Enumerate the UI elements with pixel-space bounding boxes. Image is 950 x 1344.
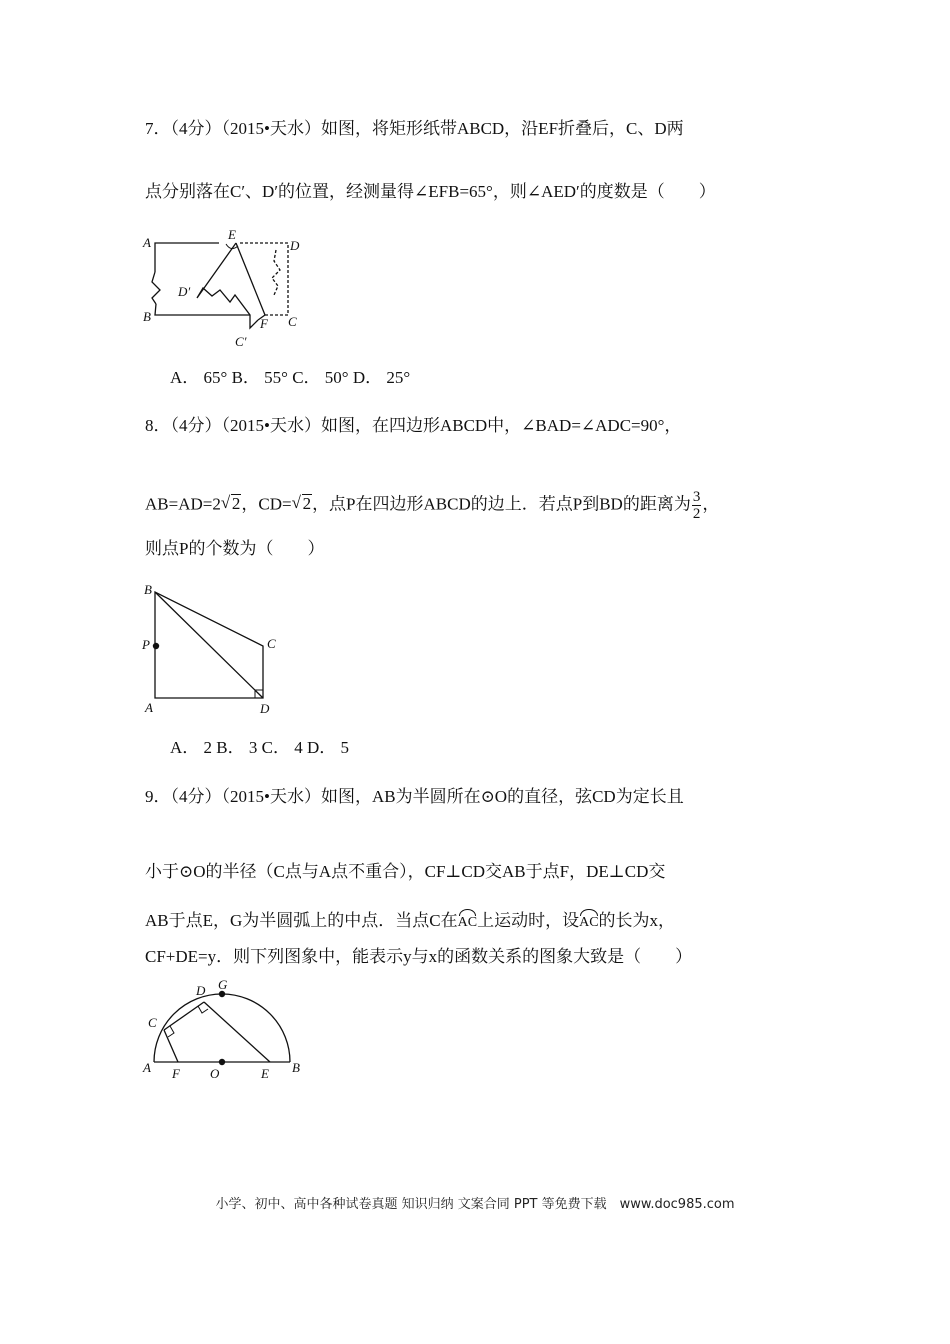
q7-label-a: A [143,235,151,250]
q9-arc-ac-1: AC [458,909,477,934]
q7-tear-left [152,272,160,304]
q9-label-o: O [210,1066,220,1081]
q7-line-1: 7．（4分）（2015•天水）如图，将矩形纸带ABCD，沿EF折叠后，C、D两 [145,119,684,138]
q9-semicircle-arc [154,994,290,1062]
q9-label-d: D [196,983,206,998]
q7-label-d: D [290,238,300,253]
q8-fraction: $\frac{3}{2}$ [692,489,701,522]
q7-figure [140,228,310,356]
q7-label-e: E [228,228,236,242]
q9-label-g: G [218,978,228,992]
q8-point-p [153,643,159,649]
q8-label-b: B [144,582,152,597]
q8-line-2-part-c: ，点P在四边形ABCD的边上．若点P到BD的距离为 [312,494,691,514]
q9-line-3-part-b: 上运动时，设 [477,911,580,930]
q9-line-3-part-a: AB于点E，G为半圆弧上的中点．当点C在 [145,911,458,930]
q9-line-3 [145,909,675,934]
q8-sqrt-cd: √ 2 [291,493,312,514]
q7-rect-left-bottom [155,304,250,315]
q9-line-2: 小于⊙O的半径（C点与A点不重合），CF⊥CD交AB于点F，DE⊥CD交 [145,862,666,881]
q9-right-angle-c [168,1026,174,1037]
q9-label-f: F [172,1066,180,1081]
q7-label-f: F [260,316,268,331]
q7-label-c-prime: C′ [235,334,247,349]
q9-point-o [219,1059,225,1065]
q9-right-angle-d [198,1006,208,1013]
q7-label-b: B [143,309,151,324]
q9-label-a: A [143,1060,151,1075]
q7-choices: A． 65° B． 55° C． 50° D． 25° [170,368,411,387]
q7-tear-right [272,250,280,295]
q9-figure [140,978,315,1083]
q9-line-1: 9．（4分）（2015•天水）如图，AB为半圆所在⊙O的直径，弦CD为定长且 [145,787,684,806]
q8-line-1: 8．（4分）（2015•天水）如图，在四边形ABCD中，∠BAD=∠ADC=90°， [145,416,682,435]
q8-line-3: 则点P的个数为（ ） [145,539,325,558]
q7-rect-left-top [155,243,219,272]
q9-arc-ac-2: AC [579,909,598,934]
page-footer: 小学、初中、高中各种试卷真题 知识归纳 文案合同 PPT 等免费下载 www.doc985.com [215,1197,735,1212]
q8-diagonal-bd [155,592,263,698]
q7-label-c: C [288,314,297,329]
q8-line-2-part-b: ，CD= [241,494,292,514]
q9-segment-de [204,1002,270,1062]
q7-label-d-prime: D′ [178,284,191,299]
q8-line-2-part-a: AB=AD=2 [145,494,221,514]
q9-label-c: C [148,1015,157,1030]
q9-line-3-part-c: 的长为x， [598,911,676,930]
q8-sqrt-ab: √ 2 [220,493,241,514]
q8-label-d: D [260,701,270,716]
q8-line-2 [145,489,719,522]
q9-label-b: B [292,1060,300,1075]
q8-line-2-part-d: ， [702,494,720,514]
q9-label-e: E [261,1066,269,1081]
q8-label-c: C [267,636,276,651]
q7-dashed-fold [240,243,288,315]
q7-line-2: 点分别落在C′、D′的位置，经测量得∠EFB=65°，则∠AED′的度数是（ ） [145,182,716,201]
q7-fold-ef [236,243,265,315]
q9-line-4: CF+DE=y．则下列图象中，能表示y与x的函数关系的图象大致是（ ） [145,947,693,966]
q8-figure [140,580,290,720]
q8-label-a: A [145,700,153,715]
q8-label-p: P [142,637,150,652]
q8-choices: A． 2 B． 3 C． 4 D． 5 [170,738,349,757]
